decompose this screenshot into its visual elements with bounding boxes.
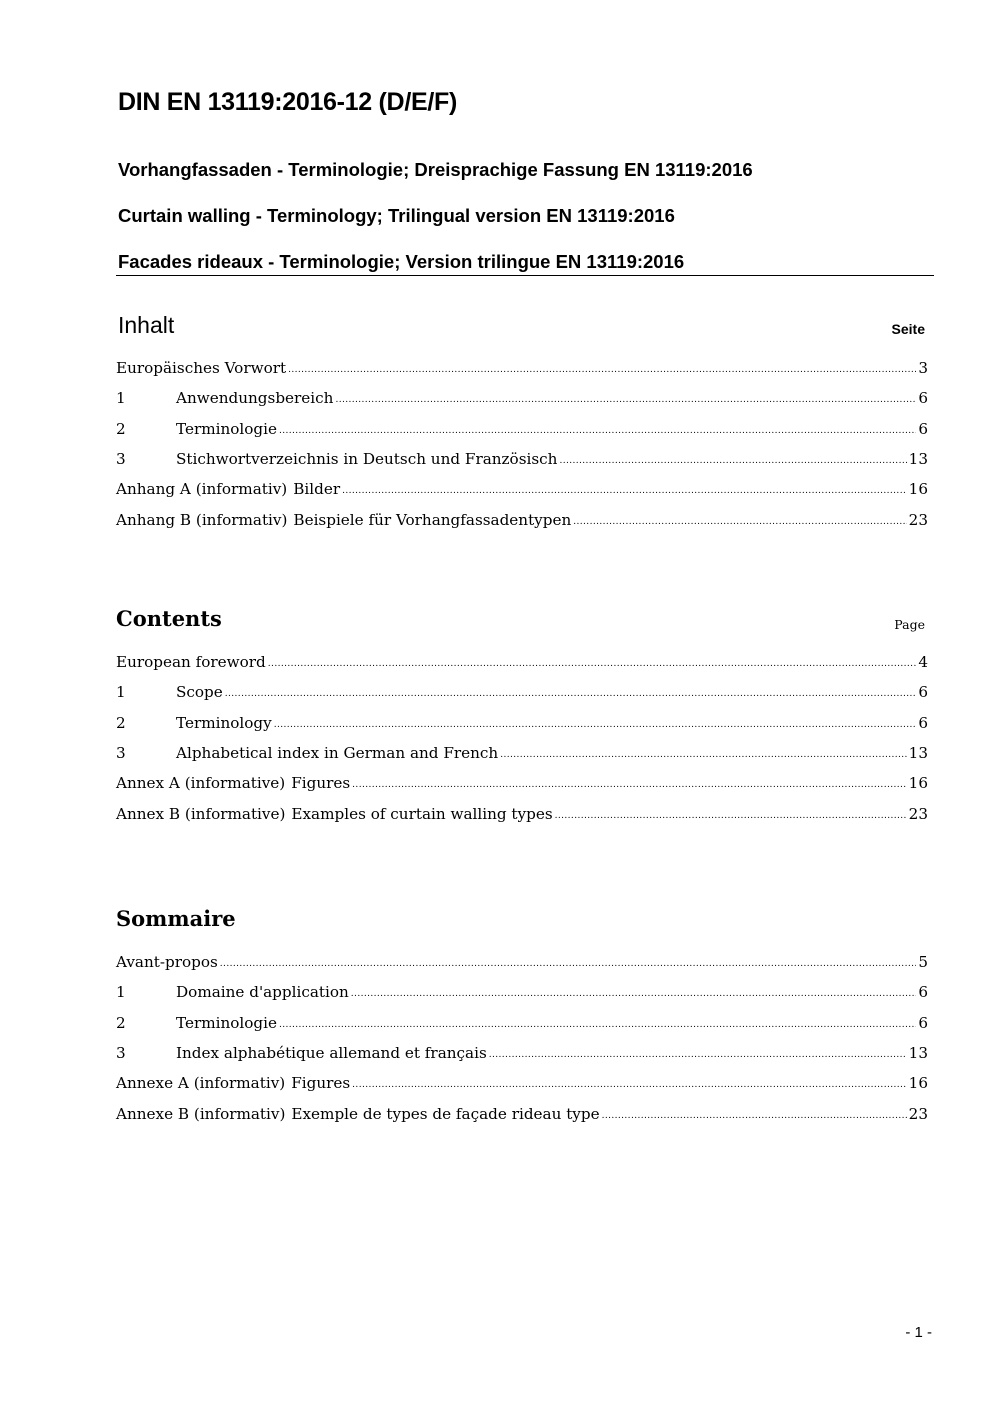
toc-french [116,906,928,1134]
toc-dot-leader [351,982,917,997]
toc-dot-leader [335,388,916,403]
toc-dot-leader [279,1013,916,1028]
toc-entry-number: 3 [116,744,126,763]
toc-dot-leader [559,449,906,464]
toc-entry-annex-label: Annex A (informative) [116,774,286,793]
toc-entry-title: Domaine d'application [176,983,349,1002]
toc-entry-page: 16 [908,480,928,499]
toc-entry-title: Europäisches Vorwort [116,359,287,378]
toc-entry-number: 2 [116,419,126,438]
toc-entry[interactable] [116,773,928,803]
toc-entry[interactable] [116,652,928,682]
toc-entry-page: 3 [918,359,928,378]
toc-entry[interactable] [116,713,928,743]
toc-entry-annex-label: Anhang A (informativ) [116,480,288,499]
toc-entry-page: 16 [908,774,928,793]
toc-entry-number: 1 [116,683,126,702]
toc-entry-title-text: Figures [291,774,351,793]
toc-entry-page: 6 [918,1013,928,1032]
toc-entry[interactable] [116,419,928,449]
toc-dot-leader [342,479,907,494]
toc-entry-title [116,774,350,792]
toc-entry-title-text: Exemple de types de façade rideau type [291,1104,600,1123]
toc-entry-title [116,480,340,498]
toc-entry-title-text: Examples of curtain walling types [291,804,553,823]
toc-entry-title: Scope [176,683,223,702]
toc-entry-title: Alphabetical index in German and French [176,744,499,763]
toc-entry-number: 1 [116,389,126,408]
subtitle-german: Vorhangfassaden - Terminologie; Dreisprachige Fassung EN 13119:2016 [118,159,753,180]
toc-entry-page: 5 [918,953,928,972]
toc-entry-title: Anwendungsbereich [176,389,334,408]
toc-entry-annex-label: Anhang B (informativ) [116,510,288,529]
toc-entry[interactable] [116,803,928,833]
toc-entry-title: Terminologie [176,1013,277,1032]
toc-entry-annex-label: Annexe B (informativ) [116,1104,286,1123]
toc-dot-leader [489,1043,907,1058]
toc-entry-title: Avant-propos [116,953,218,972]
toc-dot-leader [352,773,907,788]
toc-entry-number: 1 [116,983,126,1002]
toc-entry-number: 3 [116,450,126,469]
toc-entry-page: 4 [918,653,928,672]
page-number: - 1 - [905,1324,932,1341]
subtitle-english: Curtain walling - Terminology; Trilingual version EN 13119:2016 [118,205,675,226]
toc-german-heading: Inhalt [118,312,175,338]
toc-entry[interactable] [116,952,928,982]
toc-entry-title [116,1074,350,1092]
toc-entry-annex-label: Annexe A (informativ) [116,1074,286,1093]
toc-entry-annex-label: Annex B (informative) [116,804,286,823]
toc-entry-title: European foreword [116,653,266,672]
toc-entry[interactable] [116,1043,928,1073]
toc-entry-page: 23 [908,804,928,823]
toc-entry-title-text: Bilder [293,480,341,499]
toc-entry-number: 3 [116,1044,126,1063]
toc-dot-leader [573,509,906,524]
toc-entry-title-text: Figures [291,1074,351,1093]
toc-german-header [116,312,928,358]
toc-entry-number: 2 [116,713,126,732]
toc-entry[interactable] [116,743,928,773]
toc-german-list [116,358,928,540]
toc-entry-title-text: Beispiele für Vorhangfassadentypen [293,510,572,529]
toc-entry-page: 13 [908,744,928,763]
toc-entry-page: 13 [908,450,928,469]
toc-english [116,606,928,834]
toc-french-heading: Sommaire [116,906,236,931]
toc-entry-title [116,511,571,529]
toc-entry[interactable] [116,388,928,418]
toc-dot-leader [274,713,917,728]
toc-french-list [116,952,928,1134]
toc-french-header [116,906,928,952]
toc-entry-page: 6 [918,389,928,408]
document-title: DIN EN 13119:2016-12 (D/E/F) [118,88,457,116]
toc-entry[interactable] [116,358,928,388]
toc-entry-title: Terminologie [176,419,277,438]
toc-entry-page: 6 [918,713,928,732]
title-divider [116,275,934,276]
toc-entry-number: 2 [116,1013,126,1032]
toc-dot-leader [279,419,916,434]
toc-entry[interactable] [116,682,928,712]
toc-german-page-label: Seite [891,321,925,337]
toc-dot-leader [602,1103,907,1118]
toc-dot-leader [225,682,917,697]
subtitle-french: Facades rideaux - Terminologie; Version trilingue EN 13119:2016 [118,251,685,272]
toc-entry-title [116,1105,600,1123]
toc-entry-title [116,805,553,823]
toc-entry-title: Index alphabétique allemand et français [176,1044,487,1063]
toc-dot-leader [288,358,916,373]
toc-entry-title: Terminology [176,713,272,732]
toc-entry-page: 6 [918,683,928,702]
toc-english-header [116,606,928,652]
toc-entry-title: Stichwortverzeichnis in Deutsch und Französisch [176,450,558,469]
toc-english-list [116,652,928,834]
toc-entry-page: 6 [918,983,928,1002]
toc-entry[interactable] [116,449,928,479]
toc-dot-leader [220,952,917,967]
toc-entry[interactable] [116,1013,928,1043]
toc-entry-page: 23 [908,510,928,529]
toc-entry[interactable] [116,1073,928,1103]
toc-dot-leader [268,652,917,667]
toc-entry[interactable] [116,509,928,539]
toc-dot-leader [500,743,906,758]
toc-dot-leader [555,803,907,818]
toc-english-page-label: Page [894,617,925,632]
toc-entry-page: 16 [908,1074,928,1093]
toc-german [116,312,928,540]
toc-entry-page: 6 [918,419,928,438]
toc-entry[interactable] [116,982,928,1012]
toc-entry-page: 13 [908,1044,928,1063]
toc-dot-leader [352,1073,907,1088]
toc-entry[interactable] [116,1103,928,1133]
toc-english-heading: Contents [116,606,222,631]
toc-entry-page: 23 [908,1104,928,1123]
toc-entry[interactable] [116,479,928,509]
